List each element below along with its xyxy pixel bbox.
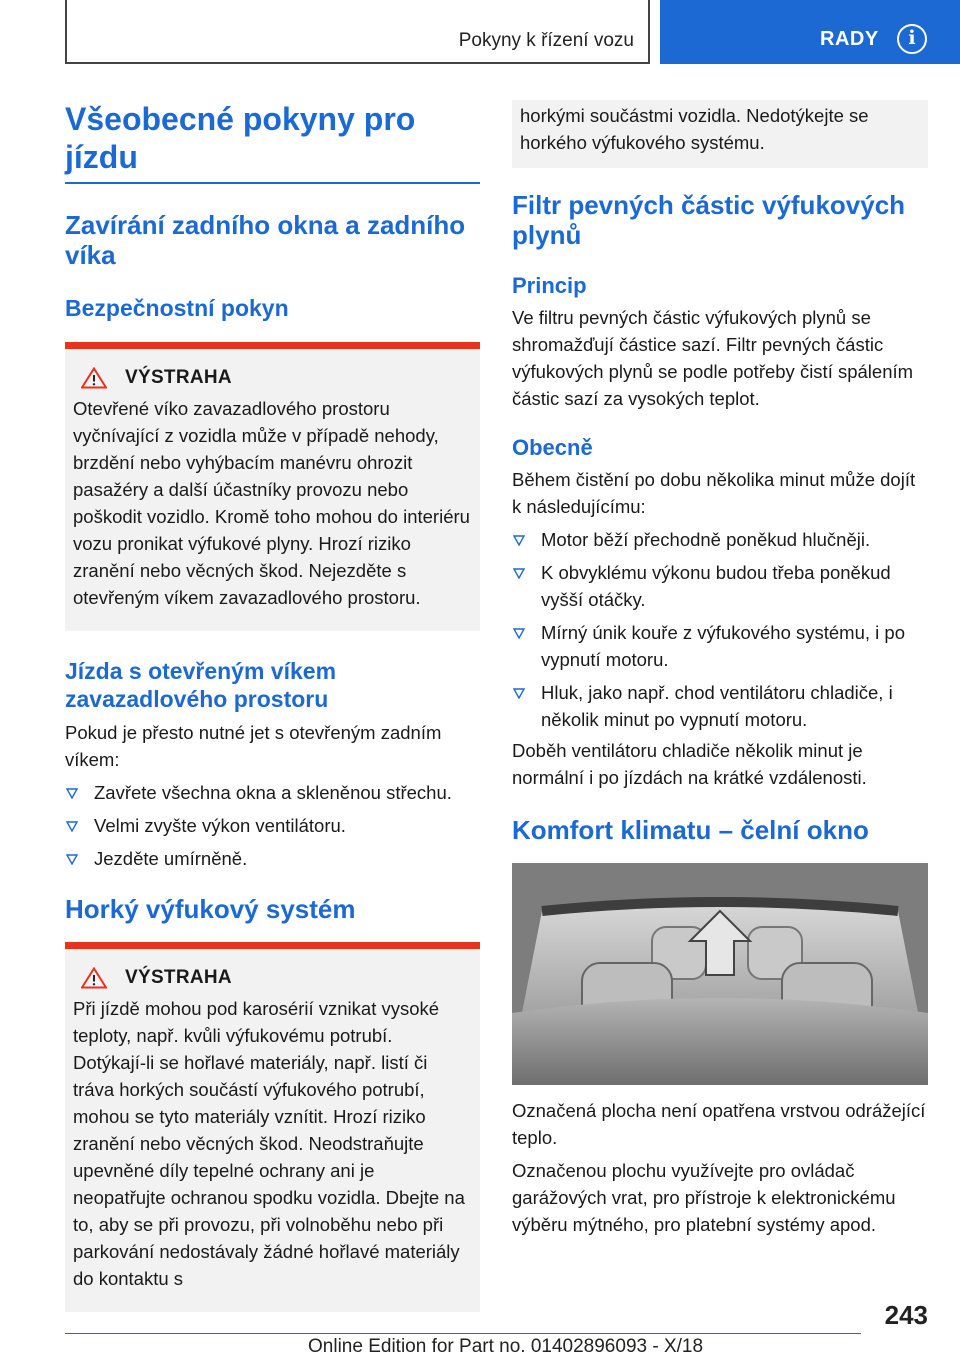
warning-header bbox=[73, 367, 470, 389]
heading-open-lid: Jízda s otevřeným víkem zavazadlového prostoru bbox=[65, 658, 337, 712]
list-item: Hluk, jako např. chod ventilátoru chladiče, i několik minut po vypnutí motoru. bbox=[512, 679, 928, 733]
warning-title: VÝSTRAHA bbox=[125, 967, 232, 988]
list-item: Motor běží přechodně poněkud hlučněji. bbox=[512, 526, 928, 553]
header-tab-rady[interactable] bbox=[660, 0, 960, 64]
header-section-box bbox=[65, 0, 650, 64]
info-icon: i bbox=[897, 24, 927, 54]
comfort-text-1: Označená plocha není opatřena vrstvou odrážející teplo. bbox=[512, 1100, 926, 1148]
general-intro: Během čistění po dobu několika minut může dojít k následujícímu: bbox=[512, 469, 916, 517]
warning-header bbox=[73, 967, 470, 989]
warning-box-exhaust bbox=[65, 942, 480, 1312]
list-item: Zavřete všechna okna a skleněnou střechu. bbox=[65, 779, 480, 806]
open-lid-intro: Pokud je přesto nutné jet s otevřeným zadním víkem: bbox=[65, 722, 442, 770]
open-lid-list bbox=[65, 779, 480, 872]
header-tab-label: RADY bbox=[820, 28, 879, 50]
heading-rear-closing: Zavírání zadního okna a zadního víka bbox=[65, 210, 466, 270]
bullet-triangle-icon bbox=[513, 568, 525, 579]
bullet-triangle-icon bbox=[513, 535, 525, 546]
bullet-triangle-icon bbox=[66, 821, 78, 832]
header-section-title: Pokyny k řízení vozu bbox=[458, 30, 634, 51]
footer-edition: Online Edition for Part no. 01402896093 - X/18 bbox=[308, 1336, 704, 1357]
heading-particle-filter: Filtr pevných částic výfukových plynů bbox=[512, 190, 906, 250]
heading-principle: Princip bbox=[512, 273, 587, 298]
list-item: K obvyklému výkonu budou třeba poněkud vyšší otáčky. bbox=[512, 559, 928, 613]
bullet-triangle-icon bbox=[513, 628, 525, 639]
car-interior-illustration bbox=[512, 863, 928, 1085]
warning-text: Při jízdě mohou pod karosérií vznikat vysoké teploty, např. kvůli výfukovému potrubí. Dotýkají-li se hořlavé materiály, např. listí či tráva horkých součástí výfukového potrubí, mohou se tyto materiály vznítit. Hrozí riziko zranění nebo věcných škod. Neodstraňujte upevněné díly tepelné ochrany ani je neopatřujte ochranou spodku vozidla. Dbejte na to, aby se při provozu, při volnoběhu nebo při parkování nedostávaly žádné hořlavé materiály do kontaktu s bbox=[73, 998, 465, 1289]
bullet-triangle-icon bbox=[66, 788, 78, 799]
left-column bbox=[65, 100, 480, 1312]
warning-triangle-icon bbox=[81, 967, 107, 989]
page-title: Všeobecné pokyny pro jízdu bbox=[65, 101, 416, 175]
title-underline bbox=[65, 182, 480, 184]
list-item: Jezděte umírněně. bbox=[65, 845, 480, 872]
warning-text-continued: horkými součástmi vozidla. Nedotýkejte se horkého výfukového systému. bbox=[520, 105, 869, 153]
right-column bbox=[512, 100, 928, 1238]
bullet-triangle-icon bbox=[66, 854, 78, 865]
list-item: Velmi zvyšte výkon ventilátoru. bbox=[65, 812, 480, 839]
principle-text: Ve filtru pevných částic výfukových plynů se shromažďují částice sazí. Filtr pevných částic výfukových plynů se podle potřeby čistí spálením částic sazí za vysokých teplot. bbox=[512, 307, 914, 409]
footer-rule bbox=[65, 1333, 861, 1334]
list-item: Mírný únik kouře z výfukového systému, i po vypnutí motoru. bbox=[512, 619, 928, 673]
warning-title: VÝSTRAHA bbox=[125, 367, 232, 388]
general-outro: Doběh ventilátoru chladiče několik minut je normální i po jízdách na krátké vzdálenosti. bbox=[512, 740, 867, 788]
warning-box-continued bbox=[512, 100, 928, 168]
warning-text: Otevřené víko zavazadlového prostoru vyčnívající z vozidla může v případě nehody, brzdění nebo vyhýbacím manévru ohrozit pasažéry a další účastníky provozu nebo poškodit vozidlo. Kromě toho mohou do interiéru vozu pronikat výfukové plyny. Hrozí riziko zranění nebo věcných škod. Nejezděte s otevřeným víkem zavazadlového prostoru. bbox=[73, 398, 470, 608]
warning-triangle-icon bbox=[81, 367, 107, 389]
page-number: 243 bbox=[884, 1300, 928, 1330]
comfort-text-2: Označenou plochu využívejte pro ovládač garážových vrat, pro přístroje k elektronickému výběru mýtného, pro platební systémy apod. bbox=[512, 1160, 896, 1235]
heading-safety-note: Bezpečnostní pokyn bbox=[65, 295, 289, 321]
general-list bbox=[512, 526, 928, 733]
heading-hot-exhaust: Horký výfukový systém bbox=[65, 894, 356, 924]
bullet-triangle-icon bbox=[513, 688, 525, 699]
windshield-photo bbox=[512, 863, 928, 1085]
heading-general: Obecně bbox=[512, 435, 593, 460]
heading-climate-windshield: Komfort klimatu – čelní okno bbox=[512, 815, 869, 845]
warning-box-tailgate bbox=[65, 342, 480, 631]
